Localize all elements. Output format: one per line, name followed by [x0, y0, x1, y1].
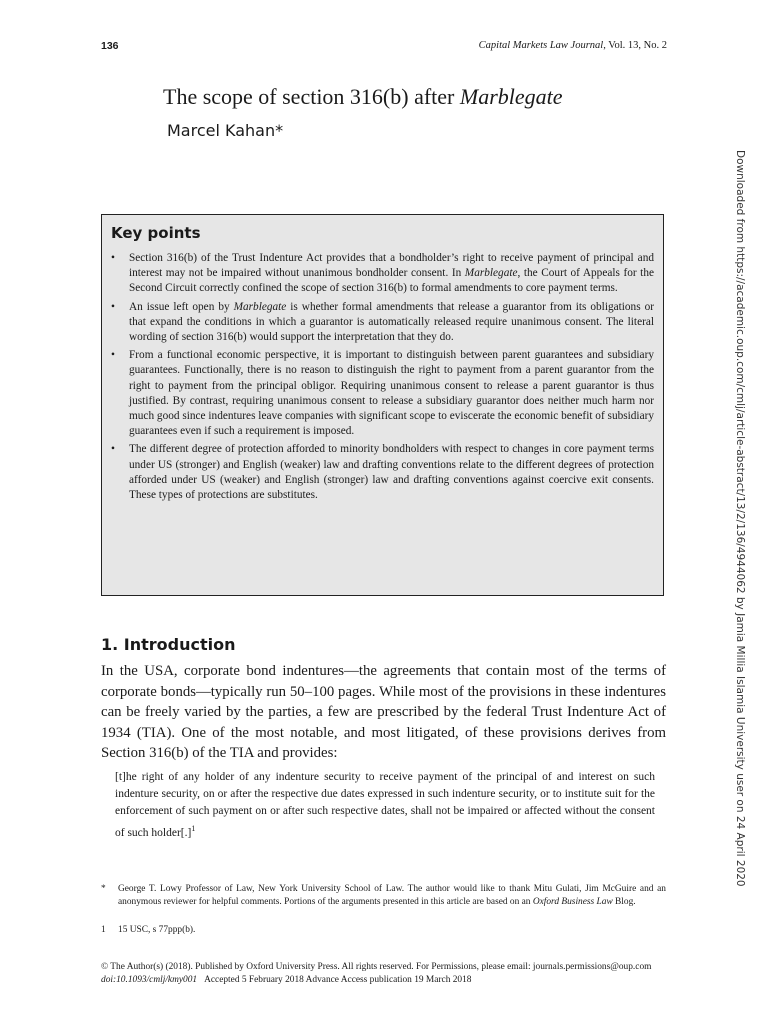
key-point-italic: Marblegate	[233, 300, 287, 313]
journal-volume: , Vol. 13, No. 2	[603, 40, 667, 51]
key-points-heading: Key points	[111, 224, 201, 242]
author-name: Marcel Kahan*	[167, 121, 284, 140]
bullet-icon: •	[111, 300, 115, 313]
key-point-text: , the Court of Appeals for the Second Circuit correctly confined the scope of section 316(b) to formal amendments to core payment terms.	[129, 267, 654, 295]
footnote-body: George T. Lowy Professor of Law, New York University School of Law. The author would like to thank Mitu Gulati, Jim McGuire and an anonymous reviewer for helpful comments. Portions of the arguments presented in this article are based on an	[118, 884, 666, 907]
doi[interactable]: doi:10.1093/cmlj/kmy001	[101, 975, 198, 985]
footnote-body: 15 USC, s 77ppp(b).	[118, 925, 196, 935]
intro-paragraph: In the USA, corporate bond indentures—the agreements that contain most of the terms of corporate bonds—typically run 50–100 pages. While most of the provisions in these indentures can be freely varied by the parties, a few are prescribed by the federal Trust Indenture Act of 1934 (TIA). One of the most notable, and most litigated, of these provisions derives from Section 316(b) of the TIA and provides:	[101, 663, 666, 761]
footnote-mark: *	[101, 884, 106, 894]
key-point-italic: Marblegate	[464, 267, 518, 280]
article-title	[163, 84, 563, 110]
footnote-text	[118, 883, 666, 908]
publication-line	[101, 974, 666, 987]
footnote-ref[interactable]: 1	[191, 824, 196, 833]
bullet-icon: •	[111, 349, 115, 362]
title-main: The scope of section 316(b) after	[163, 84, 460, 109]
footnote-body: Blog.	[612, 896, 636, 907]
journal-name: Capital Markets Law Journal	[478, 40, 604, 51]
key-point-item	[111, 251, 654, 297]
footnote-mark: 1	[101, 925, 106, 935]
footnote	[101, 924, 666, 937]
publication-dates: Accepted 5 February 2018 Advance Access publication 19 March 2018	[204, 975, 472, 985]
copyright-line: © The Author(s) (2018). Published by Oxford University Press. All rights reserved. For Permissions, please email: journals.permissions@oup.com	[101, 962, 652, 972]
section-heading: 1. Introduction	[101, 635, 236, 654]
key-point-text: An issue left open by	[129, 300, 234, 313]
quote-text: [t]he right of any holder of any indenture security to receive payment of the principal of and interest on such indenture security, on or after the respective due dates expressed in such indenture security, or to institute suit for the enforcement of such payment on or after such respective dates, shall not be impaired or affected without the consent of such holder[.]	[115, 771, 655, 839]
key-point-text: is whether formal amendments that release a guarantor from its obligations or that expand the conditions in which a guarantor is automatically released require unanimous consent. The literal wording of section 316(b) would support the interpretation that they do.	[129, 300, 654, 344]
key-points-box	[101, 214, 664, 596]
key-point-text: The different degree of protection afforded to minority bondholders with respect to changes in core payment terms under US (stronger) and English (weaker) law and drafting conventions relate to the different degrees of protection afforded under US (weaker) and English (stronger) law and drafting conventions against coercive exit consents. These types of protections are substitutes.	[129, 443, 654, 502]
key-point-item	[111, 300, 654, 346]
key-point-text: From a functional economic perspective, it is important to distinguish between parent guarantees and subsidiary guarantees. Functionally, there is no reason to distinguish the right to payment from a parent guarantor from the right to payment from the principal obligor. Requiring unanimous consent to release a parent guarantor is thus justified. By contrast, requiring unanimous consent to release a subsidiary guarantor does neither much harm nor much good since indentures leave companies with significant scope to eviscerate the economic benefit of subsidiary guarantees even if such a requirement is imposed.	[129, 349, 654, 438]
footnote-text	[118, 924, 666, 937]
footnote-italic: Oxford Business Law	[532, 896, 613, 907]
download-notice: Downloaded from https://academic.oup.com/cmlj/article-abstract/13/2/136/4944062 by Jamia Millia Islamia University user on 24 April 2020	[734, 150, 746, 887]
page-number: 136	[101, 40, 119, 52]
footnote	[101, 883, 666, 908]
key-point-text: Section 316(b) of the Trust Indenture Act provides that a bondholder’s right to receive payment of principal and interest may not be impaired without unanimous bondholder consent. In	[129, 252, 654, 280]
key-point-item	[111, 348, 654, 439]
title-italic: Marblegate	[459, 84, 563, 109]
journal-citation	[479, 40, 667, 51]
key-points-list	[111, 251, 654, 506]
bullet-icon: •	[111, 443, 115, 456]
bullet-icon: •	[111, 252, 115, 264]
key-point-item	[111, 442, 654, 503]
block-quote	[115, 769, 655, 842]
